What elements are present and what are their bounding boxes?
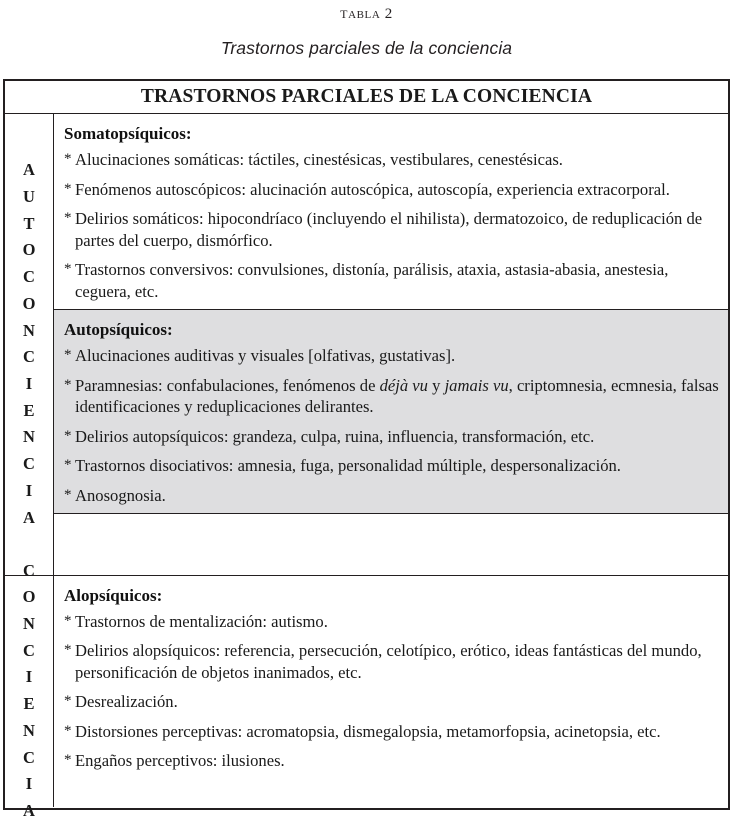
vertical-letter: O bbox=[22, 293, 36, 313]
list-item-text: Delirios autopsíquicos: grandeza, culpa, ruina, influencia, transformación, etc. bbox=[75, 426, 595, 446]
section-heading-autopsiquicos: Autopsíquicos: bbox=[64, 320, 173, 340]
table-number-label: tabla 2 bbox=[340, 3, 393, 22]
asterisk-bullet-icon: * bbox=[64, 427, 72, 444]
section-heading-alopsiquicos: Alopsíquicos: bbox=[64, 585, 163, 605]
vertical-letter: I bbox=[25, 374, 33, 394]
vertical-letter: N bbox=[23, 320, 35, 340]
list-item-text: Anosognosia. bbox=[75, 485, 166, 505]
list-item bbox=[64, 691, 720, 712]
list-item-text: Alucinaciones auditivas y visuales [olfativas, gustativas]. bbox=[75, 346, 456, 366]
side-label-conciencia bbox=[5, 560, 54, 820]
vertical-letter: E bbox=[23, 400, 35, 420]
table-group-autoconciencia bbox=[5, 114, 728, 576]
asterisk-bullet-icon: * bbox=[64, 210, 72, 227]
list-item-text: Trastornos disociativos: amnesia, fuga, personalidad múltiple, despersonalización. bbox=[75, 456, 621, 476]
vertical-letter: C bbox=[23, 454, 35, 474]
section-alopsiquicos bbox=[54, 576, 728, 779]
vertical-letter: I bbox=[25, 667, 33, 687]
list-item bbox=[64, 455, 720, 476]
list-item bbox=[64, 485, 720, 506]
vertical-letter: C bbox=[23, 267, 35, 287]
item-list-alopsiquicos bbox=[64, 611, 720, 772]
vertical-letter: N bbox=[23, 613, 35, 633]
table-header-text: TRASTORNOS PARCIALES DE LA CONCIENCIA bbox=[140, 86, 593, 107]
vertical-letter: C bbox=[23, 560, 35, 580]
main-table bbox=[3, 79, 730, 820]
asterisk-bullet-icon: * bbox=[64, 347, 72, 364]
side-label-autoconciencia bbox=[5, 114, 54, 575]
list-item-text: Delirios alopsíquicos: referencia, persecución, celotípico, erótico, ideas fantásticas del mundo, personificación de objetos inanimados, etc. bbox=[75, 641, 702, 682]
group-content-conciencia bbox=[54, 576, 728, 807]
list-item-text: Engaños perceptivos: ilusiones. bbox=[75, 751, 285, 771]
vertical-letter: U bbox=[23, 186, 35, 206]
item-list-somatopsiquicos bbox=[64, 149, 720, 302]
list-item bbox=[64, 259, 720, 302]
vertical-letter: I bbox=[25, 480, 33, 500]
vertical-letter: T bbox=[23, 213, 35, 233]
vertical-letter: C bbox=[23, 640, 35, 660]
list-item-text: Trastornos de mentalización: autismo. bbox=[75, 611, 328, 631]
list-item bbox=[64, 149, 720, 170]
list-item bbox=[64, 721, 720, 742]
list-item-text: Desrealización. bbox=[75, 692, 178, 712]
vertical-letter: A bbox=[23, 507, 35, 527]
vertical-letter: N bbox=[23, 427, 35, 447]
asterisk-bullet-icon: * bbox=[64, 752, 72, 769]
section-autopsiquicos bbox=[54, 309, 728, 514]
section-somatopsiquicos bbox=[54, 114, 728, 309]
list-item-text: Distorsiones perceptivas: acromatopsia, dismegalopsia, metamorfopsia, acinetopsia, etc. bbox=[75, 721, 661, 741]
section-heading-somatopsiquicos: Somatopsíquicos: bbox=[64, 124, 192, 143]
list-item bbox=[64, 750, 720, 771]
vertical-letters-conciencia bbox=[23, 558, 36, 825]
table-header-row bbox=[5, 81, 728, 114]
list-item bbox=[64, 179, 720, 200]
list-item bbox=[64, 345, 720, 366]
vertical-letters-autoconciencia bbox=[23, 157, 36, 531]
asterisk-bullet-icon: * bbox=[64, 151, 72, 168]
vertical-letter: I bbox=[25, 774, 33, 794]
vertical-letter: O bbox=[22, 587, 36, 607]
list-item bbox=[64, 208, 720, 251]
list-item-text: Trastornos conversivos: convulsiones, distonía, parálisis, ataxia, astasia-abasia, anestesia, ceguera, etc. bbox=[75, 260, 669, 301]
list-item bbox=[64, 640, 720, 683]
vertical-letter: A bbox=[23, 160, 35, 180]
vertical-letter: E bbox=[23, 694, 35, 714]
table-caption-block bbox=[0, 0, 733, 59]
asterisk-bullet-icon: * bbox=[64, 261, 72, 278]
vertical-letter: C bbox=[23, 747, 35, 767]
asterisk-bullet-icon: * bbox=[64, 486, 72, 503]
vertical-letter: A bbox=[23, 800, 35, 820]
vertical-letter: O bbox=[22, 240, 36, 260]
asterisk-bullet-icon: * bbox=[64, 376, 72, 393]
group-content-autoconciencia bbox=[54, 114, 728, 575]
vertical-letter: N bbox=[23, 720, 35, 740]
table-group-conciencia bbox=[5, 560, 728, 820]
list-item-text: Alucinaciones somáticas: táctiles, cinestésicas, vestibulares, cenestésicas. bbox=[75, 150, 563, 170]
list-item bbox=[64, 611, 720, 632]
list-item bbox=[64, 375, 720, 418]
vertical-letter: C bbox=[23, 347, 35, 367]
asterisk-bullet-icon: * bbox=[64, 612, 72, 629]
list-item bbox=[64, 426, 720, 447]
table-caption-title: Trastornos parciales de la conciencia bbox=[220, 37, 513, 58]
table-body bbox=[5, 114, 728, 820]
asterisk-bullet-icon: * bbox=[64, 180, 72, 197]
list-item-text: Paramnesias: confabulaciones, fenómenos de déjà vu y jamais vu, criptomnesia, ecmnesia, falsas identificaciones y reduplicaciones delirantes. bbox=[75, 375, 719, 417]
asterisk-bullet-icon: * bbox=[64, 722, 72, 739]
asterisk-bullet-icon: * bbox=[64, 457, 72, 474]
asterisk-bullet-icon: * bbox=[64, 693, 72, 710]
item-list-autopsiquicos bbox=[64, 345, 720, 506]
list-item-text: Delirios somáticos: hipocondríaco (incluyendo el nihilista), dermatozoico, de reduplicación de partes del cuerpo, dismórfico. bbox=[75, 209, 703, 250]
list-item-text: Fenómenos autoscópicos: alucinación autoscópica, autoscopía, experiencia extracorporal. bbox=[75, 179, 670, 199]
asterisk-bullet-icon: * bbox=[64, 642, 72, 659]
